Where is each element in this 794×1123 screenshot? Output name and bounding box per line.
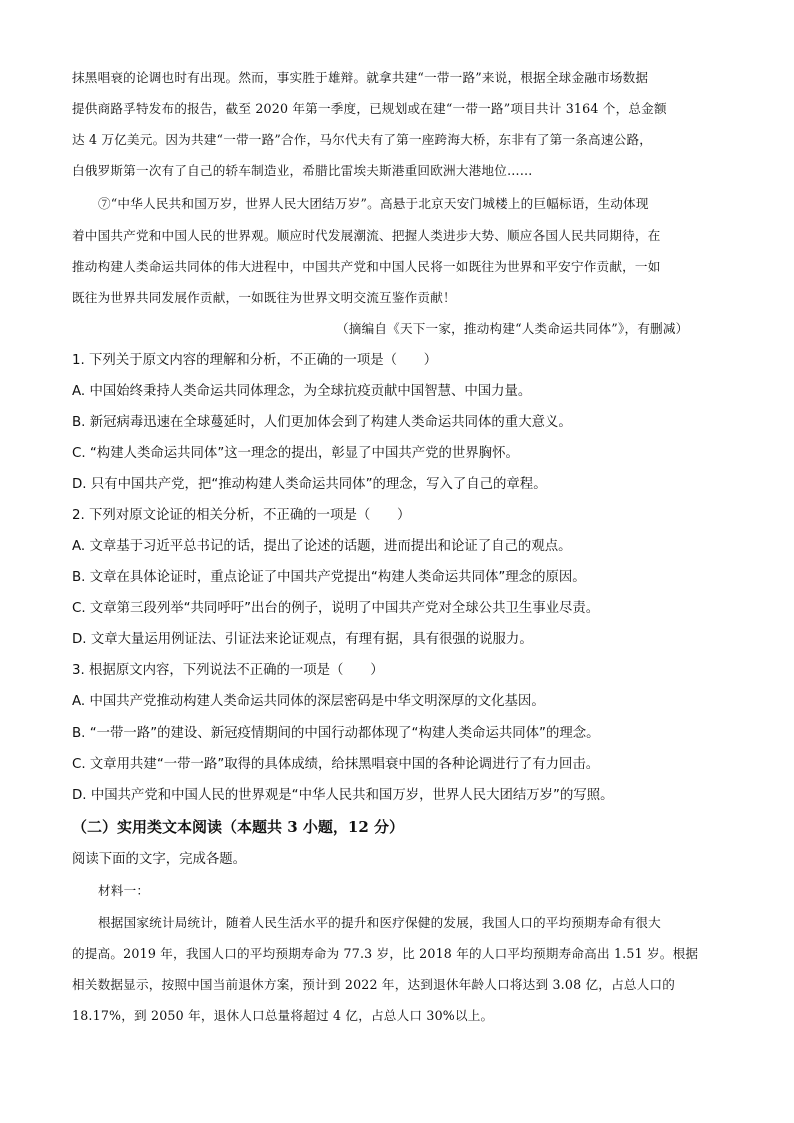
question-option: B. 新冠病毒迅速在全球蔓延时，人们更加体会到了构建人类命运共同体的重大意义。 [72,415,572,430]
question-option: D. 中国共产党和中国人民的世界观是“中华人民共和国万岁，世界人民大团结万岁”的写照。 [72,788,614,803]
material-line: 的提高。2019 年，我国人口的平均预期寿命为 77.3 岁，比 2018 年的人口平均预期寿命高出 1.51 岁。根据 [72,946,699,961]
question-option: A. 中国始终秉持人类命运共同体理念，为全球抗疫贡献中国智慧、中国力量。 [72,384,532,399]
passage-line: 着中国共产党和中国人民的世界观。顺应时代发展潮流、把握人类进步大势、顺应各国人民共同期待，在 [72,228,661,243]
passage-source: （摘编自《天下一家，推动构建“人类命运共同体”》，有删减） [336,321,689,336]
passage-line: 推动构建人类命运共同体的伟大进程中，中国共产党和中国人民将一如既往为世界和平安宁作贡献，一如 [72,259,661,274]
passage-line: 抹黑唱衰的论调也时有出现。然而，事实胜于雄辩。就拿共建“一带一路”来说，根据全球金融市场数据 [72,70,649,85]
question-stem: 1. 下列关于原文内容的理解和分析，不正确的一项是（ ） [72,353,438,368]
question-option: B. “一带一路”的建设、新冠疫情期间的中国行动都体现了“构建人类命运共同体”的理念。 [72,726,600,741]
question-option: D. 只有中国共产党，把“推动构建人类命运共同体”的理念，写入了自己的章程。 [72,477,547,492]
question-stem: 2. 下列对原文论证的相关分析，不正确的一项是（ ） [72,508,411,523]
material-line: 相关数据显示，按照中国当前退休方案，预计到 2022 年，达到退休年龄人口将达到 3.08 亿，占总人口的 [72,977,676,992]
question-option: A. 文章基于习近平总书记的话，提出了论述的话题，进而提出和论证了自己的观点。 [72,539,572,554]
question-option: B. 文章在具体论证时，重点论证了中国共产党提出“构建人类命运共同体”理念的原因。 [72,570,586,585]
material-line: 根据国家统计局统计，随着人民生活水平的提升和医疗保健的发展，我国人口的平均预期寿命有很大 [98,915,661,930]
question-stem: 3. 根据原文内容，下列说法不正确的一项是（ ） [72,663,384,678]
passage-line: ⑦“中华人民共和国万岁，世界人民大团结万岁”。高悬于北京天安门城楼上的巨幅标语，生动体现 [98,196,649,211]
question-option: A. 中国共产党推动构建人类命运共同体的深层密码是中华文明深厚的文化基因。 [72,694,545,709]
question-option: D. 文章大量运用例证法、引证法来论证观点，有理有据，具有很强的说服力。 [72,632,533,647]
question-option: C. 文章用共建“一带一路”取得的具体成绩，给抹黑唱衰中国的各种论调进行了有力回击。 [72,757,600,772]
passage-line: 提供商路孚特发布的报告，截至 2020 年第一季度，已规划或在建“一带一路”项目共计 3164 个，总金额 [72,101,667,116]
section-heading: （二）实用类文本阅读（本题共 3 小题，12 分） [72,818,404,836]
material-line: 18.17%，到 2050 年，退休人口总量将超过 4 亿，占总人口 30%以上。 [72,1008,494,1023]
section-instruction: 阅读下面的文字，完成各题。 [72,852,247,867]
passage-line: 达 4 万亿美元。因为共建“一带一路”合作，马尔代夫有了第一座跨海大桥，东非有了第一条高速公路， [72,132,653,147]
passage-line: 白俄罗斯第一次有了自己的轿车制造业，希腊比雷埃夫斯港重回欧洲大港地位…… [72,163,533,178]
question-option: C. 文章第三段列举“共同呼吁”出台的例子，说明了中国共产党对全球公共卫生事业尽责。 [72,601,600,616]
question-option: C. “构建人类命运共同体”这一理念的提出，彰显了中国共产党的世界胸怀。 [72,446,519,461]
material-label: 材料一： [98,883,150,898]
passage-line: 既往为世界共同发展作贡献，一如既往为世界文明交流互鉴作贡献！ [72,290,456,305]
